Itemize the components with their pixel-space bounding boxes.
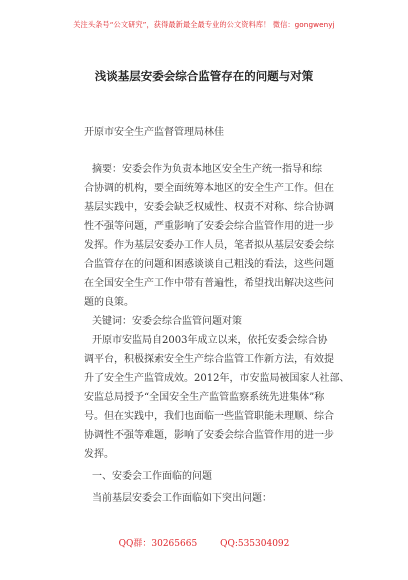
document-body [84,160,350,508]
body-line: 当前基层安委会工作面临如下突出问题： [92,493,272,504]
section-heading: 一、安委会工作面临的问题 [92,471,212,482]
body-line: 调平台，积极探索安全生产综合监管工作新方法，有效提 [84,354,334,365]
document-title: 浅谈基层安委会综合监管存在的问题与对策 [94,69,314,83]
qq-group-text: QQ群：30265665 [118,539,198,549]
body-line: 发挥。作为基层安委办工作人员，笔者拟从基层安委会综 [84,240,334,251]
body-line: 发挥。 [84,449,114,460]
body-line: 协调性不强等难题，影响了安委会综合监管作用的进一步 [84,430,334,441]
qq-number-text: QQ:535304092 [220,539,290,549]
body-line: 摘要：安委会作为负责本地区安全生产统一指导和综 [92,164,322,175]
body-line: 安监总局授予“全国安全生产监管监察系统先进集体”称 [84,392,325,403]
body-line: 合协调的机构，要全面统筹本地区的安全生产工作。但在 [84,183,334,194]
body-line: 题的良策。 [84,297,134,308]
body-line: 升了安全生产监管成效。2012年，市安监局被国家人社部、 [84,373,350,384]
author-line [84,123,344,142]
body-line: 号。但在实践中，我们也面临一些监管职能未理顺、综合 [84,411,334,422]
footer-contact [0,536,408,549]
body-line: 开原市安监局自2003年成立以来，依托安委会综合协 [92,335,328,346]
body-line: 在全国安全生产工作中带有普遍性，希望找出解决这些问 [84,278,334,289]
body-line: 基层实践中，安委会缺乏权威性、权责不对称、综合协调 [84,202,334,213]
keywords-line: 关键词：安委会综合监管问题对策 [92,316,242,327]
author-text: 开原市安全生产监督管理局林佳 [84,127,224,138]
header-banner: 关注头条号“公文研究”，获得最新最全最专业的公文资料库！ 微信：gongwenyj [73,20,335,29]
body-line: 性不强等问题，严重影响了安委会综合监管作用的进一步 [84,221,334,232]
body-line: 合监管存在的问题和困惑谈谈自己粗浅的看法，这些问题 [84,259,334,270]
